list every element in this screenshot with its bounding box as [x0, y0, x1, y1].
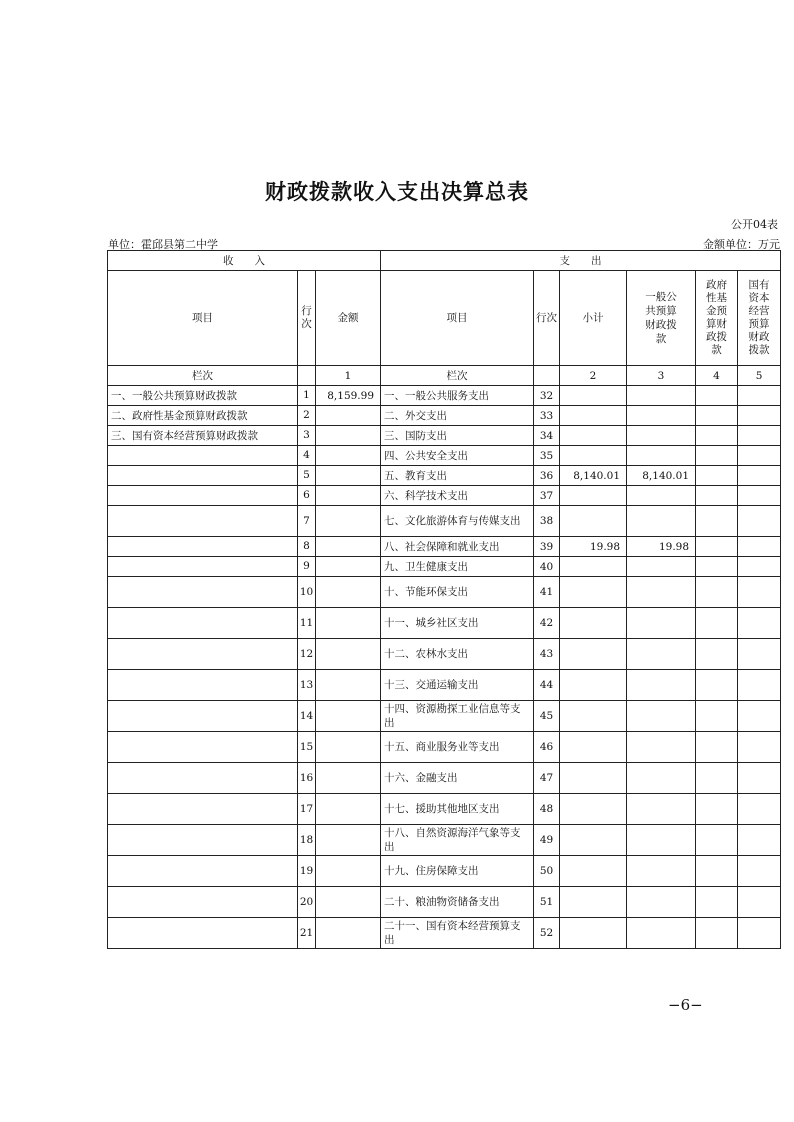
expense-row-no-cell: 50	[534, 856, 560, 887]
income-row-no-cell: 11	[298, 608, 316, 639]
expense-item-cell: 十三、交通运输支出	[381, 670, 534, 701]
income-item-cell	[108, 887, 298, 918]
income-amount-cell: 8,159.99	[316, 386, 381, 406]
expense-item-cell: 十九、住房保障支出	[381, 856, 534, 887]
income-amount-cell	[316, 825, 381, 856]
table-row	[108, 701, 781, 732]
subtotal-cell	[560, 732, 627, 763]
income-row-no-header: 行次	[298, 271, 316, 366]
gov-fund-cell	[696, 856, 738, 887]
expense-row-no-cell: 49	[534, 825, 560, 856]
income-item-cell	[108, 446, 298, 466]
gov-fund-cell	[696, 887, 738, 918]
table-row	[108, 825, 781, 856]
income-item-cell	[108, 918, 298, 949]
income-amount-cell	[316, 763, 381, 794]
income-amount-cell	[316, 670, 381, 701]
income-row-no-cell: 8	[298, 537, 316, 557]
expense-item-cell: 五、教育支出	[381, 466, 534, 486]
income-amount-cell	[316, 466, 381, 486]
income-amount-cell	[316, 608, 381, 639]
income-amount-cell	[316, 557, 381, 577]
income-amount-cell	[316, 701, 381, 732]
state-capital-cell	[738, 794, 781, 825]
expense-item-cell: 十六、金融支出	[381, 763, 534, 794]
general-budget-cell	[627, 577, 696, 608]
income-item-cell	[108, 732, 298, 763]
subtotal-cell	[560, 763, 627, 794]
table-row	[108, 887, 781, 918]
income-item-cell	[108, 794, 298, 825]
table-row	[108, 446, 781, 466]
income-row-no-cell: 17	[298, 794, 316, 825]
expense-row-no-cell: 46	[534, 732, 560, 763]
table-row	[108, 639, 781, 670]
income-item-cell	[108, 825, 298, 856]
income-amount-cell	[316, 426, 381, 446]
state-capital-cell	[738, 825, 781, 856]
subtotal-cell	[560, 670, 627, 701]
expense-item-cell: 十、节能环保支出	[381, 577, 534, 608]
income-amount-cell	[316, 856, 381, 887]
expense-row-no-cell: 44	[534, 670, 560, 701]
state-capital-cell	[738, 486, 781, 506]
expense-row-no-cell: 51	[534, 887, 560, 918]
state-capital-header: 国有资本经营预算财政拨款	[738, 271, 781, 366]
state-capital-cell	[738, 701, 781, 732]
income-item-cell	[108, 763, 298, 794]
general-budget-cell	[627, 406, 696, 426]
subtotal-cell	[560, 918, 627, 949]
general-budget-cell: 19.98	[627, 537, 696, 557]
table-row	[108, 506, 781, 537]
income-row-no-cell: 4	[298, 446, 316, 466]
income-item-cell	[108, 577, 298, 608]
expense-item-cell: 八、社会保障和就业支出	[381, 537, 534, 557]
gov-fund-cell	[696, 670, 738, 701]
expense-item-cell: 十四、资源勘探工业信息等支出	[381, 701, 534, 732]
state-capital-cell	[738, 639, 781, 670]
state-capital-cell	[738, 608, 781, 639]
subtotal-cell	[560, 701, 627, 732]
gov-fund-cell	[696, 732, 738, 763]
page-title: 财政拨款收入支出决算总表	[265, 179, 529, 204]
gov-fund-header: 政府性基金预算财政拨款	[696, 271, 738, 366]
state-capital-cell	[738, 506, 781, 537]
expense-item-cell: 九、卫生健康支出	[381, 557, 534, 577]
income-item-cell	[108, 466, 298, 486]
state-capital-cell	[738, 446, 781, 466]
expense-col-label: 栏次	[381, 366, 534, 386]
subtotal-cell	[560, 825, 627, 856]
income-row-no-cell: 16	[298, 763, 316, 794]
state-capital-cell	[738, 887, 781, 918]
table-row	[108, 537, 781, 557]
expense-item-cell: 十七、援助其他地区支出	[381, 794, 534, 825]
expense-item-cell: 七、文化旅游体育与传媒支出	[381, 506, 534, 537]
general-budget-cell	[627, 486, 696, 506]
subtotal-cell	[560, 794, 627, 825]
gov-fund-cell	[696, 608, 738, 639]
general-budget-cell	[627, 426, 696, 446]
income-amount-cell	[316, 577, 381, 608]
income-row-no-cell: 21	[298, 918, 316, 949]
expense-row-no-cell: 43	[534, 639, 560, 670]
table-row	[108, 918, 781, 949]
income-row-no-cell: 14	[298, 701, 316, 732]
expense-row-no-cell: 40	[534, 557, 560, 577]
gov-fund-cell	[696, 386, 738, 406]
gov-fund-cell	[696, 918, 738, 949]
income-row-no-cell: 18	[298, 825, 316, 856]
expense-row-no-cell: 32	[534, 386, 560, 406]
income-group-header: 收 入	[108, 251, 381, 271]
expense-row-no-header: 行次	[534, 271, 560, 366]
state-capital-cell	[738, 386, 781, 406]
expense-row-no-cell: 45	[534, 701, 560, 732]
income-item-cell	[108, 557, 298, 577]
income-item-cell	[108, 670, 298, 701]
gov-fund-cell	[696, 426, 738, 446]
state-capital-cell	[738, 406, 781, 426]
table-row	[108, 732, 781, 763]
income-row-no-cell: 10	[298, 577, 316, 608]
table-row	[108, 426, 781, 446]
gov-fund-cell	[696, 577, 738, 608]
state-capital-cell	[738, 670, 781, 701]
gov-fund-cell	[696, 406, 738, 426]
expense-row-no-cell: 42	[534, 608, 560, 639]
general-budget-header: 一般公共预算财政拨款	[627, 271, 696, 366]
state-capital-cell	[738, 557, 781, 577]
income-amount-cell	[316, 486, 381, 506]
income-row-no-blank	[298, 366, 316, 386]
gov-fund-cell	[696, 557, 738, 577]
gov-fund-cell	[696, 486, 738, 506]
general-budget-cell	[627, 794, 696, 825]
expense-row-no-cell: 52	[534, 918, 560, 949]
income-amount-cell	[316, 887, 381, 918]
general-budget-cell	[627, 670, 696, 701]
expense-item-cell: 二十、粮油物资储备支出	[381, 887, 534, 918]
expense-row-no-cell: 36	[534, 466, 560, 486]
income-amount-cell	[316, 794, 381, 825]
expense-item-cell: 十二、农林水支出	[381, 639, 534, 670]
gov-fund-cell	[696, 794, 738, 825]
state-capital-cell	[738, 577, 781, 608]
general-budget-cell	[627, 446, 696, 466]
gov-fund-cell	[696, 825, 738, 856]
general-budget-cell	[627, 639, 696, 670]
gov-fund-cell	[696, 446, 738, 466]
subtotal-cell	[560, 386, 627, 406]
subtotal-cell	[560, 506, 627, 537]
gov-fund-cell	[696, 537, 738, 557]
state-capital-cell	[738, 426, 781, 446]
general-budget-col-no: 3	[627, 366, 696, 386]
income-item-cell	[108, 506, 298, 537]
general-budget-cell	[627, 701, 696, 732]
page-number: −6−	[668, 996, 703, 1014]
expense-row-no-cell: 39	[534, 537, 560, 557]
form-id: 公开04表	[731, 218, 778, 231]
expense-row-no-cell: 33	[534, 406, 560, 426]
expense-row-no-cell: 35	[534, 446, 560, 466]
income-item-cell	[108, 537, 298, 557]
expense-item-cell: 二、外交支出	[381, 406, 534, 426]
income-row-no-cell: 12	[298, 639, 316, 670]
subtotal-cell	[560, 639, 627, 670]
income-row-no-cell: 19	[298, 856, 316, 887]
expense-row-no-blank	[534, 366, 560, 386]
subtotal-cell	[560, 577, 627, 608]
general-budget-cell	[627, 506, 696, 537]
expense-item-header: 项目	[381, 271, 534, 366]
subtotal-cell	[560, 406, 627, 426]
general-budget-cell	[627, 825, 696, 856]
table-row	[108, 856, 781, 887]
general-budget-cell	[627, 557, 696, 577]
expense-group-header: 支 出	[381, 251, 781, 271]
income-amount-cell	[316, 732, 381, 763]
general-budget-cell	[627, 856, 696, 887]
appropriation-summary-table	[107, 250, 781, 949]
expense-item-cell: 十五、商业服务业等支出	[381, 732, 534, 763]
income-item-cell: 三、国有资本经营预算财政拨款	[108, 426, 298, 446]
subtotal-cell	[560, 486, 627, 506]
table-row	[108, 466, 781, 486]
state-capital-cell	[738, 732, 781, 763]
income-row-no-cell: 20	[298, 887, 316, 918]
table-row	[108, 577, 781, 608]
subtotal-cell	[560, 426, 627, 446]
table-row	[108, 794, 781, 825]
expense-item-cell: 六、科学技术支出	[381, 486, 534, 506]
expense-item-cell: 一、一般公共服务支出	[381, 386, 534, 406]
income-row-no-cell: 1	[298, 386, 316, 406]
income-amount-cell	[316, 406, 381, 426]
table-row	[108, 763, 781, 794]
subtotal-cell	[560, 557, 627, 577]
subtotal-cell	[560, 608, 627, 639]
unit-label: 单位：霍邱县第二中学	[108, 238, 218, 251]
general-budget-cell	[627, 732, 696, 763]
table-row	[108, 608, 781, 639]
income-amount-cell	[316, 918, 381, 949]
income-amount-cell	[316, 639, 381, 670]
expense-item-cell: 十八、自然资源海洋气象等支出	[381, 825, 534, 856]
income-amount-col-no: 1	[316, 366, 381, 386]
gov-fund-cell	[696, 506, 738, 537]
income-row-no-cell: 13	[298, 670, 316, 701]
gov-fund-cell	[696, 639, 738, 670]
income-amount-cell	[316, 537, 381, 557]
subtotal-cell	[560, 446, 627, 466]
table-row	[108, 486, 781, 506]
state-capital-cell	[738, 466, 781, 486]
income-item-cell: 一、一般公共预算财政拨款	[108, 386, 298, 406]
subtotal-cell: 8,140.01	[560, 466, 627, 486]
subtotal-cell	[560, 856, 627, 887]
income-item-cell: 二、政府性基金预算财政拨款	[108, 406, 298, 426]
general-budget-cell	[627, 386, 696, 406]
expense-item-cell: 十一、城乡社区支出	[381, 608, 534, 639]
income-row-no-cell: 15	[298, 732, 316, 763]
table-row	[108, 406, 781, 426]
income-row-no-cell: 9	[298, 557, 316, 577]
table-row	[108, 557, 781, 577]
state-capital-cell	[738, 537, 781, 557]
general-budget-cell: 8,140.01	[627, 466, 696, 486]
income-row-no-cell: 2	[298, 406, 316, 426]
state-capital-cell	[738, 763, 781, 794]
general-budget-cell	[627, 887, 696, 918]
gov-fund-cell	[696, 466, 738, 486]
expense-item-cell: 四、公共安全支出	[381, 446, 534, 466]
income-item-cell	[108, 701, 298, 732]
income-row-no-cell: 6	[298, 486, 316, 506]
income-item-cell	[108, 639, 298, 670]
state-capital-cell	[738, 856, 781, 887]
income-row-no-cell: 5	[298, 466, 316, 486]
expense-row-no-cell: 41	[534, 577, 560, 608]
income-amount-cell	[316, 506, 381, 537]
income-item-header: 项目	[108, 271, 298, 366]
gov-fund-cell	[696, 763, 738, 794]
expense-item-cell: 三、国防支出	[381, 426, 534, 446]
subtotal-header: 小计	[560, 271, 627, 366]
state-capital-cell	[738, 918, 781, 949]
gov-fund-cell	[696, 701, 738, 732]
income-amount-header: 金额	[316, 271, 381, 366]
gov-fund-col-no: 4	[696, 366, 738, 386]
income-row-no-cell: 3	[298, 426, 316, 446]
money-unit-label: 金额单位：万元	[703, 238, 780, 251]
expense-item-cell: 二十一、国有资本经营预算支出	[381, 918, 534, 949]
table-row	[108, 386, 781, 406]
general-budget-cell	[627, 608, 696, 639]
expense-row-no-cell: 47	[534, 763, 560, 794]
general-budget-cell	[627, 918, 696, 949]
state-capital-col-no: 5	[738, 366, 781, 386]
general-budget-cell	[627, 763, 696, 794]
expense-row-no-cell: 34	[534, 426, 560, 446]
subtotal-cell	[560, 887, 627, 918]
income-col-label: 栏次	[108, 366, 298, 386]
expense-row-no-cell: 37	[534, 486, 560, 506]
income-item-cell	[108, 856, 298, 887]
subtotal-cell: 19.98	[560, 537, 627, 557]
income-item-cell	[108, 486, 298, 506]
income-item-cell	[108, 608, 298, 639]
income-row-no-cell: 7	[298, 506, 316, 537]
table-row	[108, 670, 781, 701]
expense-row-no-cell: 38	[534, 506, 560, 537]
income-amount-cell	[316, 446, 381, 466]
expense-row-no-cell: 48	[534, 794, 560, 825]
subtotal-col-no: 2	[560, 366, 627, 386]
